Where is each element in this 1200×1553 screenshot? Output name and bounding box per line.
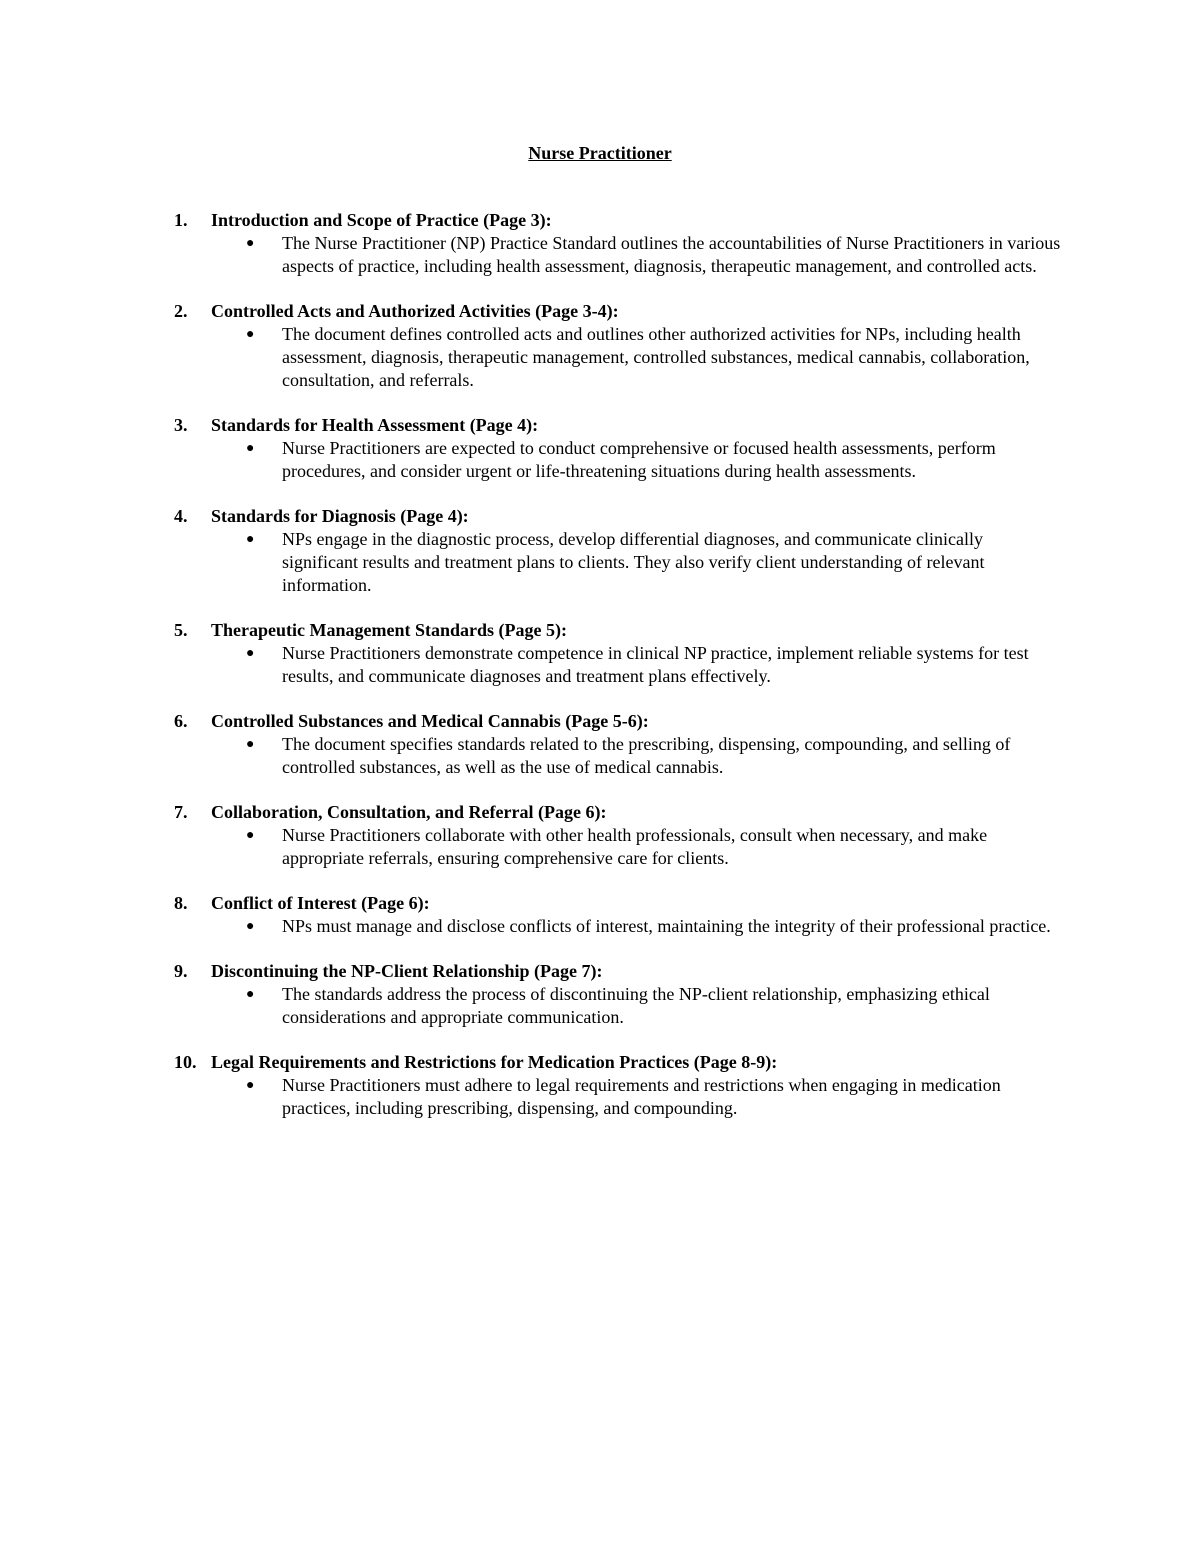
section-title: Introduction and Scope of Practice (Page 3): — [211, 210, 552, 230]
bullet-icon: ● — [246, 919, 255, 934]
bullet-text: Nurse Practitioners must adhere to legal requirements and restrictions when engaging in medication practices, including prescribing, dispensing, and compounding. — [282, 1075, 1001, 1118]
section-number: 6. — [174, 711, 188, 731]
section-7 — [174, 801, 1074, 870]
section-5 — [174, 619, 1074, 688]
bullet-icon: ● — [246, 532, 255, 547]
bullet-text: NPs must manage and disclose conflicts of interest, maintaining the integrity of their professional practice. — [282, 916, 1051, 936]
section-8 — [174, 892, 1074, 938]
section-heading — [174, 414, 1074, 437]
section-1 — [174, 209, 1074, 278]
section-bullet — [174, 1074, 1062, 1120]
bullet-icon: ● — [246, 828, 255, 843]
bullet-icon: ● — [246, 1078, 255, 1093]
section-heading — [174, 505, 1074, 528]
section-bullet — [174, 733, 1062, 779]
section-title: Conflict of Interest (Page 6): — [211, 893, 430, 913]
section-title: Controlled Acts and Authorized Activities (Page 3-4): — [211, 301, 619, 321]
section-number: 4. — [174, 506, 188, 526]
section-number: 2. — [174, 301, 188, 321]
section-number: 9. — [174, 961, 188, 981]
bullet-text: The Nurse Practitioner (NP) Practice Standard outlines the accountabilities of Nurse Practitioners in various aspects of practice, including health assessment, diagnosis, therapeutic management, and controlled acts. — [282, 233, 1061, 276]
section-title: Controlled Substances and Medical Cannabis (Page 5-6): — [211, 711, 649, 731]
bullet-text: The document specifies standards related to the prescribing, dispensing, compounding, and selling of controlled substances, as well as the use of medical cannabis. — [282, 734, 1011, 777]
section-3 — [174, 414, 1074, 483]
bullet-text: The document defines controlled acts and outlines other authorized activities for NPs, including health assessment, diagnosis, therapeutic management, controlled substances, medical cannabis, collaboration, consultation, and referrals. — [282, 324, 1030, 390]
section-6 — [174, 710, 1074, 779]
section-bullet — [174, 437, 1062, 483]
section-title: Therapeutic Management Standards (Page 5): — [211, 620, 567, 640]
bullet-text: Nurse Practitioners collaborate with other health professionals, consult when necessary, and make appropriate referrals, ensuring comprehensive care for clients. — [282, 825, 988, 868]
section-4 — [174, 505, 1074, 597]
bullet-icon: ● — [246, 987, 255, 1002]
section-bullet — [174, 642, 1062, 688]
section-bullet — [174, 824, 1062, 870]
bullet-icon: ● — [246, 646, 255, 661]
section-bullet — [174, 983, 1062, 1029]
bullet-icon: ● — [246, 236, 255, 251]
bullet-text: The standards address the process of discontinuing the NP-client relationship, emphasizing ethical considerations and appropriate communication. — [282, 984, 990, 1027]
section-bullet — [174, 323, 1062, 392]
section-heading — [174, 300, 1074, 323]
section-number: 5. — [174, 620, 188, 640]
section-number: 8. — [174, 893, 188, 913]
bullet-icon: ● — [246, 737, 255, 752]
section-2 — [174, 300, 1074, 392]
section-heading — [174, 209, 1074, 232]
section-title: Discontinuing the NP-Client Relationship (Page 7): — [211, 961, 603, 981]
section-bullet — [174, 232, 1062, 278]
section-10 — [174, 1051, 1074, 1120]
section-heading — [174, 1051, 1074, 1074]
section-heading — [174, 710, 1074, 733]
section-heading — [174, 801, 1074, 824]
section-bullet — [174, 528, 1062, 597]
section-number: 7. — [174, 802, 188, 822]
bullet-text: NPs engage in the diagnostic process, develop differential diagnoses, and communicate clinically significant results and treatment plans to clients. They also verify client understanding of relevant information. — [282, 529, 985, 595]
section-title: Standards for Diagnosis (Page 4): — [211, 506, 469, 526]
bullet-icon: ● — [246, 441, 255, 456]
bullet-text: Nurse Practitioners demonstrate competence in clinical NP practice, implement reliable systems for test results, and communicate diagnoses and treatment plans effectively. — [282, 643, 1029, 686]
document-title: Nurse Practitioner — [528, 143, 672, 163]
section-number: 1. — [174, 210, 188, 230]
section-bullet — [174, 915, 1062, 938]
section-number: 3. — [174, 415, 188, 435]
bullet-icon: ● — [246, 327, 255, 342]
section-number: 10. — [174, 1052, 197, 1072]
section-heading — [174, 619, 1074, 642]
section-9 — [174, 960, 1074, 1029]
section-heading — [174, 892, 1074, 915]
section-title: Standards for Health Assessment (Page 4): — [211, 415, 539, 435]
section-heading — [174, 960, 1074, 983]
section-title: Legal Requirements and Restrictions for Medication Practices (Page 8-9): — [211, 1052, 778, 1072]
section-title: Collaboration, Consultation, and Referral (Page 6): — [211, 802, 607, 822]
section-list — [174, 209, 1074, 1142]
bullet-text: Nurse Practitioners are expected to conduct comprehensive or focused health assessments, perform procedures, and consider urgent or life-threatening situations during health assessments. — [282, 438, 996, 481]
